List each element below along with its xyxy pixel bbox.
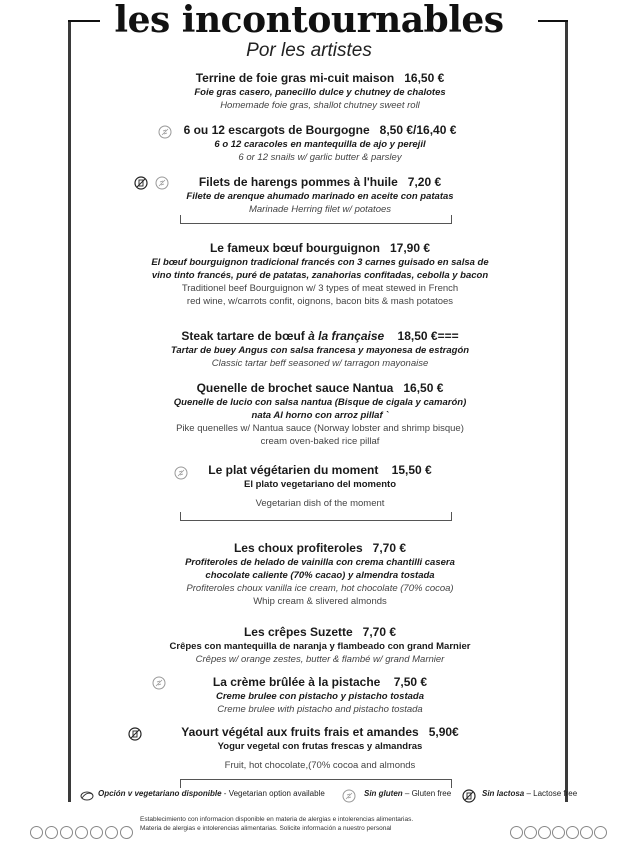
menu-item-yaourt <box>90 724 550 772</box>
legend-lactose <box>482 789 577 798</box>
allergen-icon <box>580 826 593 839</box>
allergen-icon <box>552 826 565 839</box>
vegetarian-icon <box>80 788 94 802</box>
dish-name: Les crêpes Suzette <box>243 625 353 639</box>
legend-gluten-en: – Gluten free <box>402 789 452 798</box>
dish-desc-es: El bœuf bourguignon tradicional francés con 3 carnes guisado en salsa de <box>151 257 489 268</box>
menu-item-harengs <box>90 174 550 216</box>
allergen-icon <box>524 826 537 839</box>
frame-left-rule <box>68 22 71 802</box>
allergen-icon <box>120 826 133 839</box>
dish-desc-es: nata Al horno con arroz pillaf ` <box>251 410 389 421</box>
menu-item-steak-tartare <box>90 328 550 370</box>
menu-item-plat-vegetarien <box>90 462 550 510</box>
dish-desc-en: Whip cream & slivered almonds <box>253 596 387 607</box>
dish-desc-es: 6 o 12 caracoles en mantequilla de ajo y perejil <box>214 139 426 150</box>
allergen-icon <box>510 826 523 839</box>
menu-item-boeuf-bourguignon <box>90 240 550 308</box>
legend-gluten-label: Sin gluten <box>364 789 403 798</box>
dish-desc-en: Vegetarian dish of the moment <box>255 498 385 509</box>
dish-desc-en: cream oven-baked rice pillaf <box>260 436 380 447</box>
dish-desc-en: Profiteroles choux vanilla ice cream, hot chocolate (70% cocoa) <box>186 583 454 594</box>
footer-line: Establecimiento con informacion disponible en materia de alergias e intolerencias alimentarias. <box>140 816 414 823</box>
dish-desc-es: Profiteroles de helado de vainilla con crema chantilli casera <box>185 557 455 568</box>
dish-name: Le plat végétarien du moment <box>208 463 379 477</box>
dish-desc-es: El plato vegetariano del momento <box>243 479 397 490</box>
lactose-free-icon <box>462 788 476 802</box>
footer-allergen-note <box>140 816 500 833</box>
dish-price: 16,50 € <box>404 71 445 85</box>
dish-price: 18,50 €=== <box>397 329 459 343</box>
gluten-free-icon <box>342 788 356 802</box>
dish-price: 5,90€ <box>428 725 459 739</box>
section-divider <box>180 779 452 788</box>
dish-price: 16,50 € <box>403 381 444 395</box>
dish-desc-es: Quenelle de lucio con salsa nantua (Bisque de cigala y camarón) <box>173 397 467 408</box>
allergen-icon <box>75 826 88 839</box>
dish-desc-es: Crêpes con mantequilla de naranja y flambeado con grand Marnier <box>169 641 471 652</box>
footer-line: Materia de alergias e intolerencias alimentarias. Solicite información a nuestro personal <box>140 824 392 832</box>
dish-desc-en: Creme brulee with pistacho and pistacho tostada <box>217 704 423 715</box>
dish-price: 7,50 € <box>393 675 428 689</box>
menu-item-profiteroles <box>90 540 550 608</box>
dish-desc-es: vino tinto francés, puré de patatas, zanahorias confitadas, cebolla y bacon <box>151 270 489 281</box>
allergen-icon <box>538 826 551 839</box>
dish-price: 15,50 € <box>391 463 432 477</box>
allergen-icon <box>30 826 43 839</box>
dish-price: 7,70 € <box>362 625 397 639</box>
dish-desc-es: Filete de arenque ahumado marinado en aceite con patatas <box>186 191 454 202</box>
allergen-icon <box>594 826 607 839</box>
allergen-icon <box>566 826 579 839</box>
dish-name: Le fameux bœuf bourguignon <box>209 241 380 255</box>
allergen-icon <box>90 826 103 839</box>
dish-name: La crème brûlée à la pistache <box>212 675 381 689</box>
page-title: les incontournables <box>114 0 504 41</box>
menu-item-crepes-suzette <box>90 624 550 666</box>
legend-lactose-en: – Lactose free <box>524 789 578 798</box>
dish-name: Quenelle de brochet sauce Nantua <box>196 381 394 395</box>
dish-name-italic: à la française <box>308 329 385 343</box>
dish-desc-en: red wine, w/carrots confit, oignons, bacon bits & mash potatoes <box>186 296 454 307</box>
frame-right-rule <box>565 22 568 802</box>
page-subtitle: Por les artistes <box>246 40 372 61</box>
dish-price: 8,50 €/16,40 € <box>379 123 457 137</box>
dish-desc-en: Marinade Herring filet w/ potatoes <box>248 204 392 215</box>
dish-name: Yaourt végétal aux fruits frais et amandes <box>181 725 419 739</box>
dish-desc-es: chocolate caliente (70% cacao) y almendra tostada <box>205 570 435 581</box>
dish-price: 7,20 € <box>407 175 442 189</box>
dish-desc-es: Foie gras casero, panecillo dulce y chutney de chalotes <box>194 87 446 98</box>
dish-desc-es: Creme brulee con pistacho y pistacho tostada <box>216 691 424 702</box>
dish-desc-en: Fruit, hot chocolate,(70% cocoa and almonds <box>224 760 416 771</box>
section-divider <box>180 215 452 224</box>
menu-item-quenelle <box>90 380 550 448</box>
dish-desc-es: Tartar de buey Angus con salsa francesa y mayonesa de estragón <box>170 345 470 356</box>
dish-desc-en: Homemade foie gras, shallot chutney sweet roll <box>220 100 420 111</box>
legend-vegetarian <box>98 789 325 798</box>
dish-price: 7,70 € <box>372 541 407 555</box>
dish-desc-en: 6 or 12 snails w/ garlic butter & parsley <box>238 152 402 163</box>
allergen-icon <box>45 826 58 839</box>
menu-item-creme-brulee <box>90 674 550 716</box>
legend-lactose-label: Sin lactosa <box>482 789 525 798</box>
legend-gluten <box>364 789 451 798</box>
dish-name: Terrine de foie gras mi-cuit maison <box>195 71 395 85</box>
dish-name: 6 ou 12 escargots de Bourgogne <box>183 123 370 137</box>
dish-desc-es: Yogur vegetal con frutas frescas y almandras <box>217 741 423 752</box>
section-divider <box>180 512 452 521</box>
allergen-icon <box>105 826 118 839</box>
legend-vegetarian-en: - Vegetarian option available <box>221 789 325 798</box>
dish-desc-en: Pike quenelles w/ Nantua sauce (Norway lobster and shrimp bisque) <box>176 423 464 434</box>
dish-desc-en: Traditionel beef Bourguignon w/ 3 types of meat stewed in French <box>181 283 459 294</box>
dish-desc-en: Crêpes w/ orange zestes, butter & flambé w/ grand Marnier <box>195 654 445 665</box>
menu-item-escargots <box>90 122 550 164</box>
dish-name: Steak tartare de bœuf <box>181 329 305 343</box>
legend-vegetarian-label: Opción v vegetariano disponible <box>98 789 222 798</box>
dish-name: Filets de harengs pommes à l'huile <box>198 175 398 189</box>
dish-desc-en: Classic tartar beff seasoned w/ tarragon mayonaise <box>211 358 429 369</box>
menu-item-foie-gras <box>90 70 550 112</box>
dish-price: 17,90 € <box>389 241 431 255</box>
dish-name: Les choux profiteroles <box>233 541 363 555</box>
allergen-icon <box>60 826 73 839</box>
